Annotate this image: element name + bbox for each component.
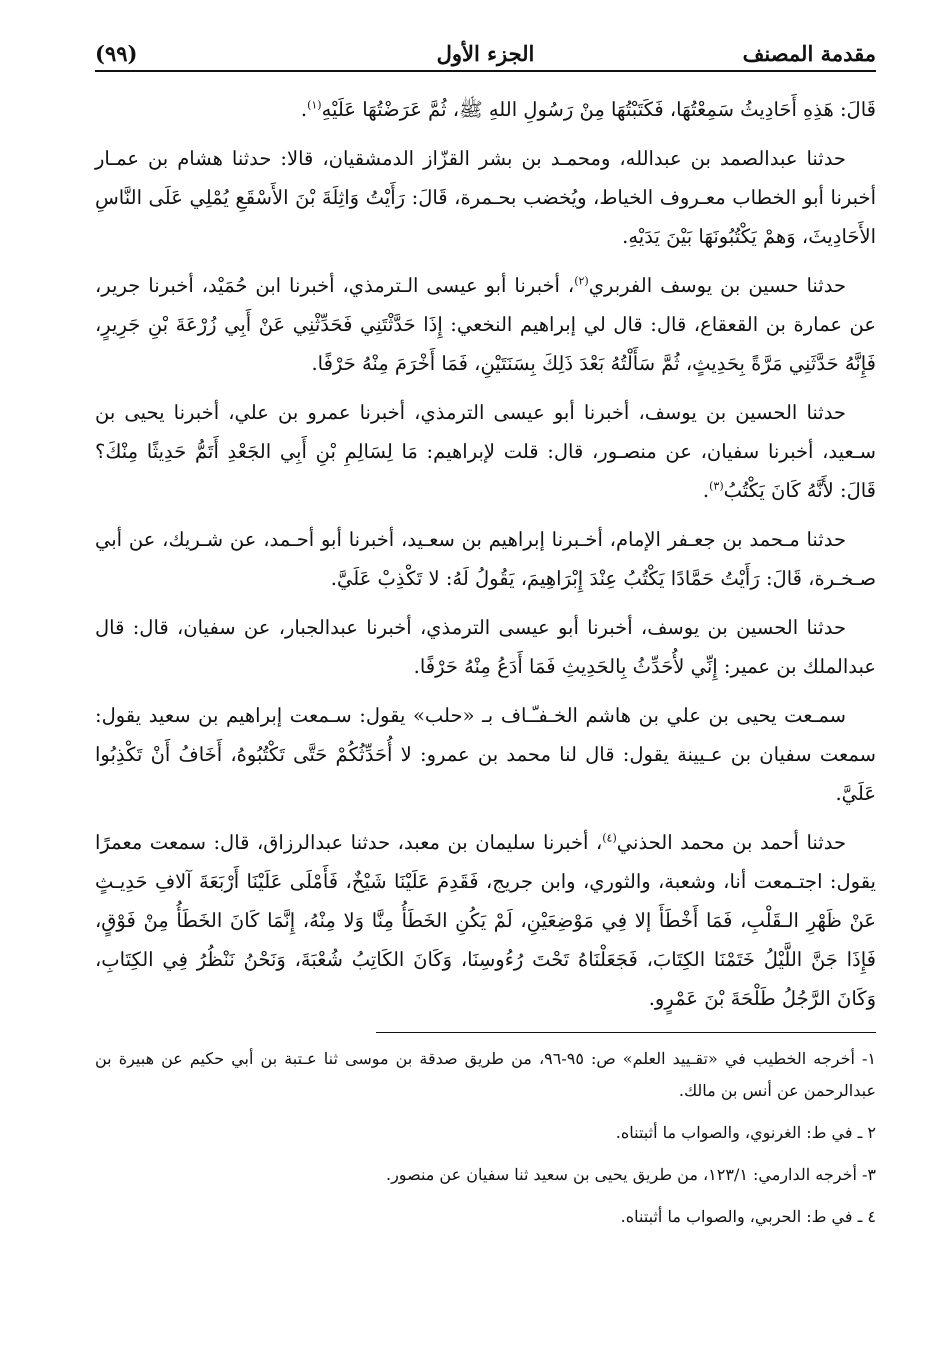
footnotes [95,1043,876,1233]
footnote: ٤ ـ في ط: الحربي، والصواب ما أثبتناه. [620,1207,876,1226]
footnote-ref: (٣) [709,479,724,493]
footnote-ref: (٤) [602,831,617,845]
paragraph: حدثنا أحمد بن محمد الحذني$^{(٤)}$، أخبرنا سليمان بن معبد، حدثنا عبدالرزاق، قال: سمعت معمرًا يقول: اجتـمعت أنا، وشعبة، والثوري، وابن جريج، فَقَدِمَ عَلَيْنَا شَيْخٌ، فَأَمْلَى عَلَيْنَا أَرْبَعَةَ آلافِ حَدِيـثٍ عَنْ ظَهْرِ الـقَلْبِ، فَمَا أَخْطَأَ إلا فِي مَوْضِعَيْنِ، لَمْ يَكُنِ الخَطَأُ مِنَّا وَلا مِنْهُ، إِنَّمَا كَانَ الخَطَأُ مِنْ فَوْقٍ، فَإِذَا جَنَّ اللَّيْلُ خَتَمْنَا الكِتَابَ، فَجَعَلْنَاهُ تَحْتَ رُءُوسِنَا، وَكَانَ الكَاتِبُ شُعْبَةَ، وَنَحْنُ نَنْظُرُ فِي الكِتَابِ، وَكَانَ الرَّجُلُ طَلْحَةَ بْنَ عَمْرٍو. [95,831,876,1010]
footnote-ref: (٢) [574,274,589,288]
page-header [95,30,876,72]
page-number: (٩٩) [95,41,138,66]
footnote: ١- أخرجه الخطيب في «تقـييد العلم» ص: ٩٥-٩٦، من طريق صدقة بن موسى ثنا عـتبة بن أبي حكيم عن هبيرة بن عبدالرحمن عن أنس بن مالك. [95,1049,876,1100]
footnote: ٣- أخرجه الدارمي: ١٢٣/١، من طريق يحيى بن سعيد ثنا سفيان عن منصور. [385,1165,876,1184]
part-title: الجزء الأول [436,41,535,66]
paragraph: قَالَ: هَذِهِ أَحَادِيثُ سَمِعْتُهَا، فَكَتَبْتُهَا مِنْ رَسُولِ اللهِ ﷺ، ثُمَّ عَرَضْتُهَا عَلَيْهِ$^{(١)}$. [300,98,876,121]
paragraph: سمـعت يحيى بن علي بن هاشم الخـفـّـاف بـ «حلب» يقول: سـمعت إبراهيم بن سعيد يقول: سمعت سفيان بن عـيينة يقول: قال لنا محمد بن عمرو: لا أُحَدِّثُكُمْ حَتَّى تَكْتُبُوهُ، أَخَافُ أَنْ تَكْذِبُوا عَلَيَّ. [95,704,876,805]
main-text [95,90,876,1018]
footnote-ref: (١) [307,98,322,112]
paragraph: حدثنا مـحمد بن جعـفر الإمام، أخـبرنا إبراهيم بن سعـيد، أخبرنا أبو أحـمد، عن شـريك، عن أبي صـخـرة، قَالَ: رَأَيْتُ حَمَّادًا يَكْتُبُ عِنْدَ إِبْرَاهِيمَ، يَقُولُ لَهُ: لا تَكْذِبْ عَلَيَّ. [95,528,876,590]
footnote-divider [376,1032,876,1033]
footnote: ٢ ـ في ط: الغرنوي، والصواب ما أثبتناه. [615,1123,876,1142]
section-title: مقدمة المصنف [742,41,876,66]
paragraph: حدثنا الحسين بن يوسف، أخبرنا أبو عيسى الترمذي، أخبرنا عبدالجبار، عن سفيان، قال: قال عبدالملك بن عمير: إِنِّي لأُحَدِّثُ بِالحَدِيثِ فَمَا أَدَعُ مِنْهُ حَرْفًا. [95,616,876,678]
paragraph: حدثنا الحسين بن يوسف، أخبرنا أبو عيسى الترمذي، أخبرنا عمرو بن علي، أخبرنا يحيى بن سـعيد، أخبرنا سفيان، عن منصـور، قال: قلت لإبراهيم: مَا لِسَالِمِ بْنِ أَبِي الجَعْدِ أَتَمُّ حَدِيثًا مِنْكَ؟ قَالَ: لأَنَّهُ كَانَ يَكْتُبُ$^{(٣)}$. [95,401,876,502]
paragraph: حدثنا حسين بن يوسف الفربري$^{(٢)}$، أخبرنا أبو عيسى الـترمذي، أخبرنا ابن حُمَيْد، أخبرنا جرير، عن عمارة بن القعقاع، قال: قال لي إبراهيم النخعي: إِذَا حَدَّثْتَنِي فَحَدِّثْنِي عَنْ أَبِي زُرْعَةَ بْنِ جَرِيرٍ، فَإِنَّهُ حَدَّثَنِي مَرَّةً بِحَدِيثٍ، ثُمَّ سَأَلْتُهُ بَعْدَ ذَلِكَ بِسَنَتَيْنِ، فَمَا أَخْرَمَ مِنْهُ حَرْفًا. [95,274,876,375]
paragraph: حدثنا عبدالصمد بن عبدالله، ومحمـد بن بشر القزّاز الدمشقيان، قالا: حدثنا هشام بن عمـار أخبرنا أبو الخطاب معـروف الخياط، ويُخضب بحـمرة، قَالَ: رَأَيْتُ وَاثِلَةَ بْنَ الأَسْقَعِ يُمْلِي عَلَى النَّاسِ الأَحَادِيثَ، وَهمْ يَكْتُبُونَهَا بَيْنَ يَدَيْهِ. [95,147,876,248]
